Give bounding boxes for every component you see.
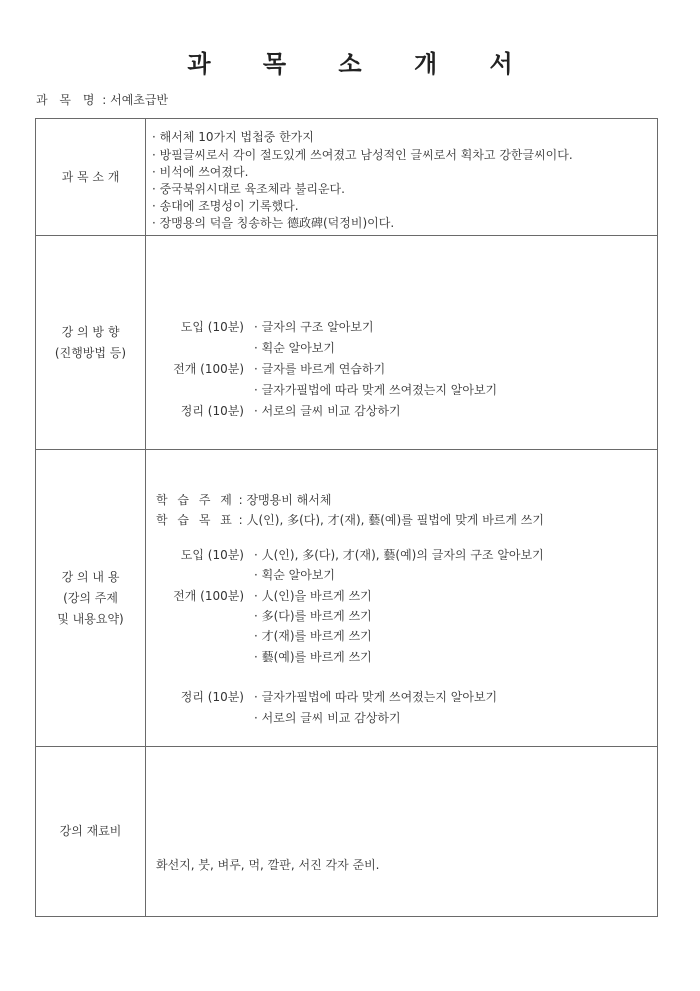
content-text: · 글자가필법에 따라 맞게 쓰여졌는지 알아보기 [254, 690, 498, 705]
intro-bullet: · 중국북위시대로 육조체라 불리운다. [152, 182, 345, 196]
direction-item [146, 317, 657, 338]
content-row [36, 450, 658, 747]
content-label-sub: (강의 주제 [63, 590, 118, 605]
direction-text: · 글자의 구조 알아보기 [254, 320, 374, 334]
content-text: · 多(다)를 바르게 쓰기 [254, 609, 372, 624]
intro-bullet: · 장맹용의 덕을 칭송하는 德政碑(덕정비)이다. [152, 216, 395, 231]
page-title: 과 목 소 개 서 [187, 50, 535, 78]
materials-label: 강의 재료비 [59, 824, 122, 838]
subject-name-line [36, 91, 168, 108]
subject-name-separator: : [102, 93, 107, 107]
content-text: · 藝(예)를 바르게 쓰기 [254, 649, 372, 664]
materials-row [36, 747, 658, 917]
content-text: · 人(인), 多(다), 才(재), 藝(예)의 글자의 구조 알아보기 [254, 547, 544, 562]
spacer [146, 667, 657, 687]
direction-text: · 글자를 바르게 연습하기 [254, 362, 386, 376]
content-item [146, 606, 657, 626]
intro-content-cell [146, 119, 658, 236]
content-content-cell [146, 450, 658, 747]
direction-label-cell [36, 236, 146, 450]
content-label: 강 의 내 용 [61, 569, 120, 584]
content-text: · 人(인)을 바르게 쓰기 [254, 588, 372, 603]
direction-text: · 글자가필법에 따라 맞게 쓰여졌는지 알아보기 [254, 383, 498, 397]
course-form-table [35, 118, 658, 917]
direction-list [146, 263, 657, 422]
learning-goal-label: 학 습 목 표 [156, 513, 235, 528]
intro-bullet: · 비석에 쓰여졌다. [152, 164, 249, 179]
content-item [146, 647, 657, 667]
content-item [146, 545, 657, 565]
direction-item [146, 338, 657, 359]
content-item [146, 687, 657, 707]
intro-row [36, 119, 658, 236]
intro-bullet: · 해서체 10가지 법첩중 한가지 [152, 130, 314, 145]
content-item [146, 626, 657, 646]
direction-label: 강 의 방 향 [61, 324, 120, 339]
content-label-cell [36, 450, 146, 747]
content-label-sub: 및 내용요약) [57, 611, 124, 626]
phase-label: 정리 (10분) [180, 404, 244, 418]
learning-goal [146, 510, 657, 530]
spacer [146, 531, 657, 545]
intro-bullet: · 방필글씨로서 각이 절도있게 쓰여졌고 남성적인 글씨로서 획차고 강한글씨이다. [152, 147, 573, 162]
intro-bullet-list [146, 121, 657, 232]
direction-label-sub: (진행방법 등) [54, 345, 127, 360]
learning-topic-value: : 장맹용비 해서체 [238, 493, 332, 508]
direction-item [146, 380, 657, 401]
phase-label: 정리 (10분) [180, 690, 244, 705]
content-text: · 才(재)를 바르게 쓰기 [254, 629, 372, 644]
learning-topic-label: 학 습 주 제 [156, 493, 235, 508]
phase-label: 전개 (100분) [173, 588, 244, 603]
direction-item [146, 359, 657, 380]
subject-name-label: 과 목 명 [36, 93, 99, 107]
content-list [146, 468, 657, 728]
content-text: · 획순 알아보기 [254, 568, 335, 583]
materials-content-cell [146, 747, 658, 917]
materials-block [146, 790, 657, 873]
intro-label: 과 목 소 개 [61, 169, 120, 184]
intro-bullet: · 송대에 조명성이 기록했다. [152, 199, 299, 214]
learning-topic [146, 490, 657, 510]
direction-row [36, 236, 658, 450]
subject-name-value: 서예초급반 [110, 93, 169, 107]
learning-goal-value: : 人(인), 多(다), 才(재), 藝(예)를 필법에 맞게 바르게 쓰기 [238, 513, 544, 528]
intro-label-cell [36, 119, 146, 236]
direction-text: · 획순 알아보기 [254, 341, 335, 355]
direction-item [146, 401, 657, 422]
direction-text: · 서로의 글씨 비교 감상하기 [254, 404, 401, 418]
content-item [146, 708, 657, 728]
content-text: · 서로의 글씨 비교 감상하기 [254, 710, 401, 725]
materials-label-cell [36, 747, 146, 917]
content-item [146, 565, 657, 585]
content-item [146, 586, 657, 606]
materials-text: 화선지, 붓, 벼루, 먹, 깔판, 서진 각자 준비. [156, 858, 380, 872]
phase-label: 도입 (10분) [180, 320, 244, 334]
phase-label: 전개 (100분) [173, 362, 244, 376]
direction-content-cell [146, 236, 658, 450]
phase-label: 도입 (10분) [180, 547, 244, 562]
